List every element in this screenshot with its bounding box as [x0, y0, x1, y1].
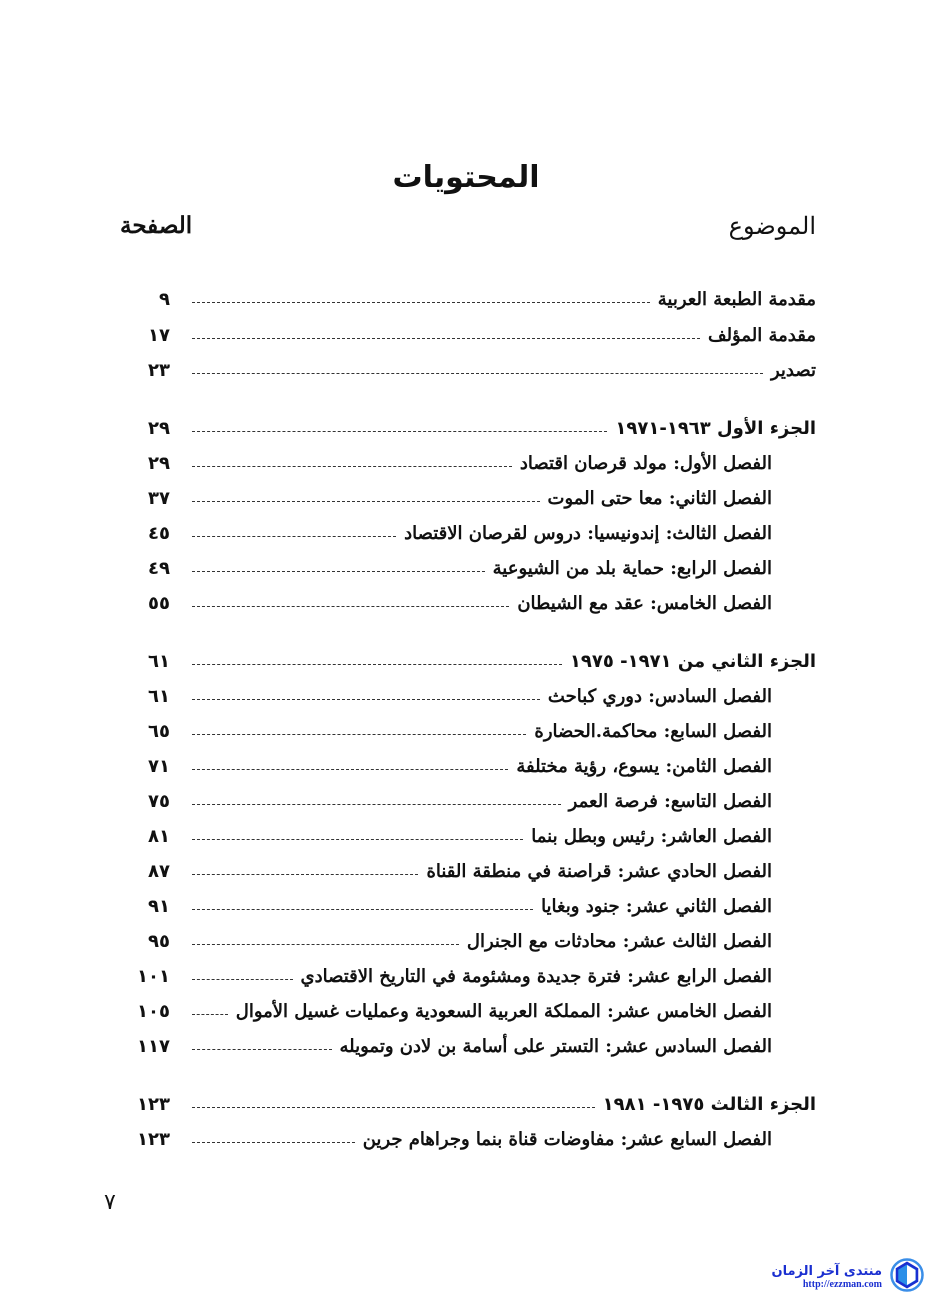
toc-chapter-row: [130, 716, 816, 746]
toc-entry-page: ٢٣: [148, 359, 170, 381]
watermark-name: منتدى آخر الزمان: [771, 1264, 882, 1279]
toc-entry-page: ٨٧: [148, 860, 170, 882]
toc-entry-page: ١٢٣: [137, 1093, 170, 1115]
toc-entry-page: ٨١: [148, 825, 170, 847]
dotted-leader: [192, 769, 508, 770]
toc-entry-page: ١٠٥: [137, 1000, 170, 1022]
dotted-leader: [192, 1014, 228, 1015]
dotted-leader: [192, 571, 485, 572]
toc-entry-title: الفصل الثاني: معا حتى الموت: [547, 487, 772, 509]
toc-entry-title: الفصل السادس: دوري كباحث: [547, 685, 772, 707]
toc-entry-page: ٥٥: [148, 592, 170, 614]
toc-entry-title: الجزء الأول ١٩٦٣-١٩٧١: [615, 417, 816, 439]
toc-chapter-row: [130, 891, 816, 921]
toc-chapter-row: [130, 926, 816, 956]
toc-entry-title: مقدمة المؤلف: [707, 324, 816, 346]
toc-entry-title: الفصل السابع عشر: مفاوضات قناة بنما وجراهام جرين: [362, 1128, 772, 1150]
toc-entry-page: ١٢٣: [137, 1128, 170, 1150]
dotted-leader: [192, 1107, 595, 1108]
dotted-leader: [192, 1049, 332, 1050]
toc-entry-title: الجزء الثاني من ١٩٧١- ١٩٧٥: [569, 650, 816, 672]
dotted-leader: [192, 839, 523, 840]
toc-entry-title: الفصل الثامن: يسوع، رؤية مختلفة: [516, 755, 772, 777]
toc-entry-title: الفصل الأول: مولد قرصان اقتصاد: [519, 452, 772, 474]
toc-chapter-row: [130, 553, 816, 583]
dotted-leader: [192, 338, 700, 339]
toc-entry-page: ١١٧: [137, 1035, 170, 1057]
topic-column-header: الموضوع: [728, 212, 816, 240]
toc-entry-page: ٢٩: [148, 452, 170, 474]
toc-chapter-row: [130, 448, 816, 478]
toc-entry-title: الفصل العاشر: رئيس وبطل بنما: [531, 825, 772, 847]
toc-entry-page: ٧٥: [148, 790, 170, 812]
dotted-leader: [192, 373, 763, 374]
toc-entry-page: ٦١: [148, 650, 170, 672]
toc-entry-page: ٤٥: [148, 522, 170, 544]
dotted-leader: [192, 874, 418, 875]
toc-entry-title: مقدمة الطبعة العربية: [657, 288, 816, 310]
page-column-header: الصفحة: [120, 212, 193, 239]
toc-entry-title: الفصل الثالث: إندونيسيا: دروس لقرصان الاقتصاد: [404, 522, 772, 544]
toc-entry-title: الفصل الخامس عشر: المملكة العربية السعودية وعمليات غسيل الأموال: [235, 1000, 772, 1022]
toc-entry-page: ٩: [159, 288, 170, 310]
toc-part-row: [130, 646, 816, 676]
dotted-leader: [192, 466, 512, 467]
dotted-leader: [192, 699, 540, 700]
watermark-url: http://ezzman.com: [802, 1279, 882, 1290]
toc-chapter-row: [130, 856, 816, 886]
hexagon-logo-icon: [890, 1258, 924, 1296]
toc-entry-title: الفصل التاسع: فرصة العمر: [568, 790, 772, 812]
toc-entry-title: الفصل الرابع عشر: فترة جديدة ومشئومة في التاريخ الاقتصادي: [300, 965, 772, 987]
dotted-leader: [192, 606, 509, 607]
toc-entry-page: ١٠١: [137, 965, 170, 987]
dotted-leader: [192, 944, 459, 945]
toc-entry-page: ٩١: [148, 895, 170, 917]
toc-chapter-row: [130, 588, 816, 618]
toc-entry-title: الفصل الحادي عشر: قراصنة في منطقة القناة: [426, 860, 772, 882]
dotted-leader: [192, 501, 540, 502]
toc-chapter-row: [130, 681, 816, 711]
dotted-leader: [192, 1142, 355, 1143]
toc-entry-title: تصدير: [770, 359, 816, 381]
page-title: المحتويات: [392, 160, 540, 195]
toc-chapter-row: [130, 751, 816, 781]
toc-entry-title: الجزء الثالث ١٩٧٥- ١٩٨١: [602, 1093, 816, 1115]
dotted-leader: [192, 909, 533, 910]
toc-entry-page: ٧١: [148, 755, 170, 777]
toc-entry-title: الفصل السادس عشر: التستر على أسامة بن لادن وتمويله: [339, 1035, 772, 1057]
dotted-leader: [192, 536, 396, 537]
toc-entry-title: الفصل الرابع: حماية بلد من الشيوعية: [492, 557, 772, 579]
toc-chapter-row: [130, 821, 816, 851]
toc-entry-page: ٦٥: [148, 720, 170, 742]
toc-chapter-row: [130, 786, 816, 816]
toc-entry-title: الفصل السابع: محاكمة.الحضارة: [534, 720, 772, 742]
toc-entry-title: الفصل الخامس: عقد مع الشيطان: [517, 592, 772, 614]
toc-chapter-row: [130, 996, 816, 1026]
dotted-leader: [192, 431, 607, 432]
forum-watermark: [772, 1258, 925, 1296]
toc-entry-page: ٢٩: [148, 417, 170, 439]
toc-entry-page: ٦١: [148, 685, 170, 707]
dotted-leader: [192, 664, 562, 665]
dotted-leader: [192, 979, 293, 980]
dotted-leader: [192, 804, 561, 805]
toc-entry-title: الفصل الثالث عشر: محادثات مع الجنرال: [466, 930, 772, 952]
toc-entry-page: ٣٧: [148, 487, 170, 509]
dotted-leader: [192, 734, 526, 735]
toc-front-row: [130, 284, 816, 314]
toc-chapter-row: [130, 961, 816, 991]
toc-part-row: [130, 1089, 816, 1119]
toc-entry-page: ٩٥: [148, 930, 170, 952]
toc-chapter-row: [130, 518, 816, 548]
toc-chapter-row: [130, 1124, 816, 1154]
dotted-leader: [192, 302, 650, 303]
toc-entry-page: ١٧: [148, 324, 170, 346]
toc-part-row: [130, 413, 816, 443]
toc-front-row: [130, 355, 816, 385]
toc-entry-title: الفصل الثاني عشر: جنود وبغايا: [541, 895, 772, 917]
page-number: ٧: [104, 1190, 116, 1215]
toc-entry-page: ٤٩: [148, 557, 170, 579]
toc-chapter-row: [130, 483, 816, 513]
toc-front-row: [130, 320, 816, 350]
toc-chapter-row: [130, 1031, 816, 1061]
